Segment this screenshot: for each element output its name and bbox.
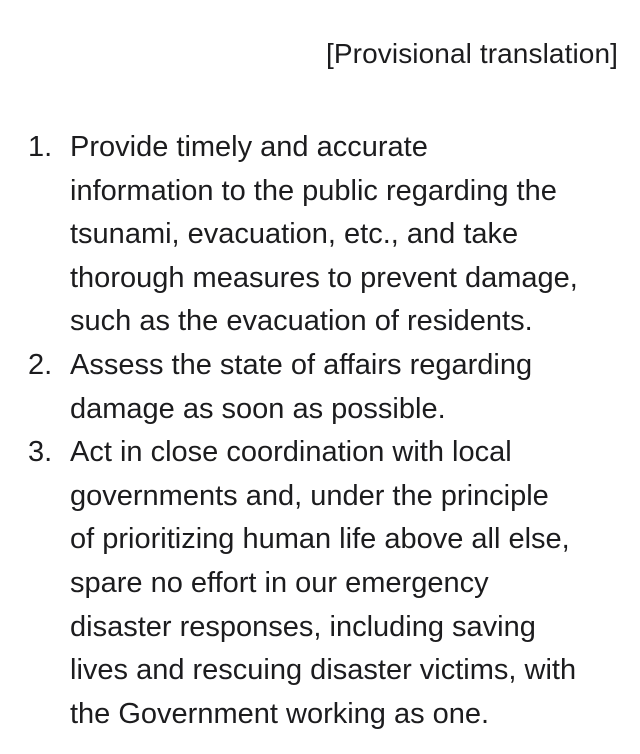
list-number: 2.	[28, 348, 53, 381]
list-item-line: Assess the state of affairs regarding	[70, 348, 533, 381]
list-item-line: such as the evacuation of residents.	[70, 305, 533, 338]
numbered-list	[0, 126, 640, 736]
list-item-line: Act in close coordination with local	[70, 436, 512, 469]
list-item-line: thorough measures to prevent damage,	[70, 261, 578, 294]
list-item-2	[0, 344, 640, 431]
provisional-translation-label: [Provisional translation]	[326, 38, 618, 69]
list-number: 1.	[28, 131, 53, 163]
list-item-line: damage as soon as possible.	[70, 392, 446, 425]
list-item-line: tsunami, evacuation, etc., and take	[70, 218, 519, 251]
list-item-1	[0, 126, 640, 344]
list-item-line: spare no effort in our emergency	[70, 566, 489, 599]
list-item-3	[0, 431, 640, 736]
list-item-line: governments and, under the principle	[70, 479, 549, 512]
list-item-line: of prioritizing human life above all else,	[70, 523, 570, 556]
list-number: 3.	[28, 436, 53, 469]
list-item-line: lives and rescuing disaster victims, with	[70, 654, 577, 687]
list-item-line: Provide timely and accurate	[70, 131, 428, 163]
list-item-line: the Government working as one.	[70, 697, 490, 730]
list-item-line: information to the public regarding the	[70, 174, 557, 207]
list-item-line: disaster responses, including saving	[70, 610, 536, 643]
